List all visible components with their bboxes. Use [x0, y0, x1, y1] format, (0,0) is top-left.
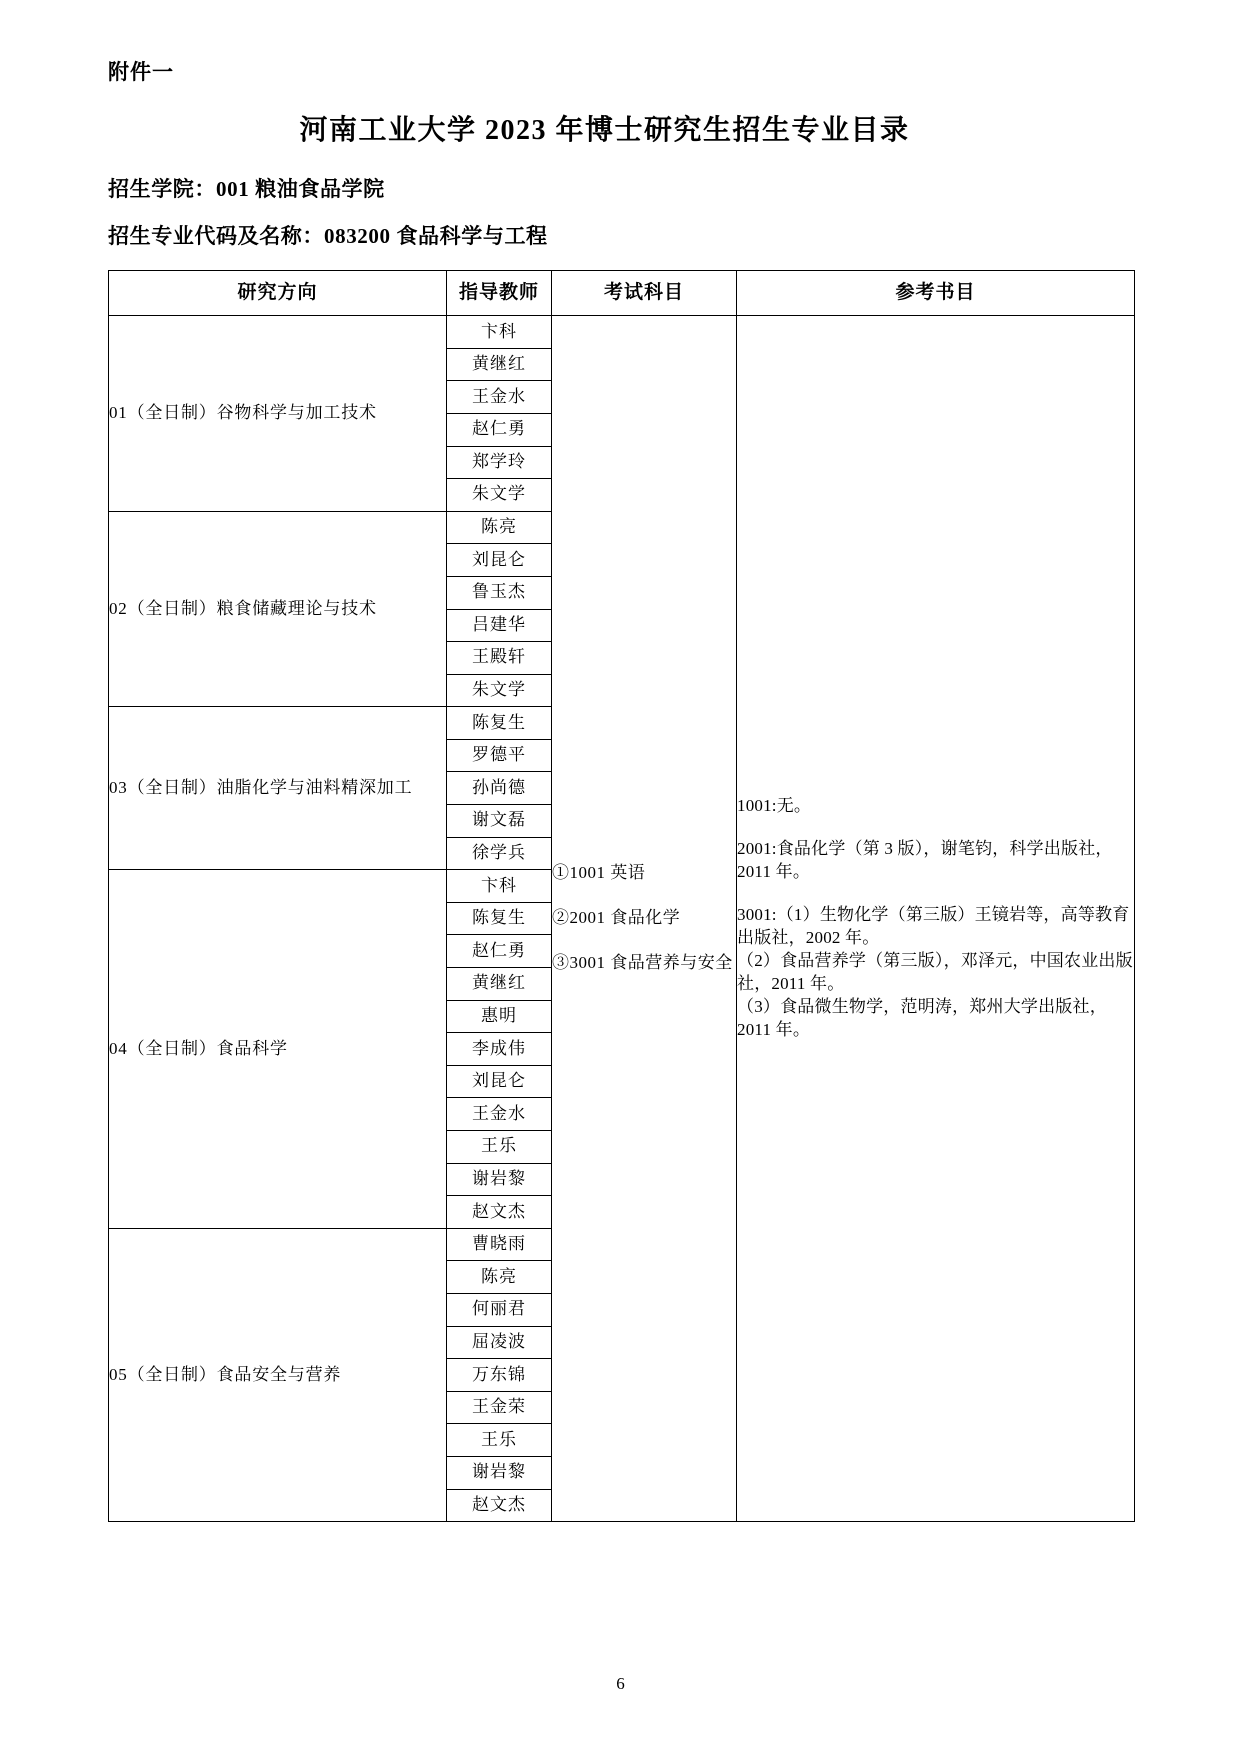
teacher-cell: 赵文杰 — [447, 1196, 552, 1229]
teacher-cell: 万东锦 — [447, 1359, 552, 1392]
major-line: 招生专业代码及名称：083200 食品科学与工程 — [108, 223, 548, 248]
reference-book-line: 1001:无。 — [737, 796, 812, 816]
teacher-cell: 黄继红 — [447, 968, 552, 1001]
teacher-cell: 刘昆仑 — [447, 1065, 552, 1098]
teacher-cell: 李成伟 — [447, 1033, 552, 1066]
reference-books-cell — [737, 316, 1135, 1522]
teacher-cell: 赵仁勇 — [447, 935, 552, 968]
teacher-cell: 曹晓雨 — [447, 1228, 552, 1261]
teacher-cell: 刘昆仑 — [447, 544, 552, 577]
reference-book-line: （3）食品微生物学，范明涛，郑州大学出版社，2011 年。 — [737, 997, 1107, 1039]
teacher-cell: 屈凌波 — [447, 1326, 552, 1359]
teacher-cell: 谢岩黎 — [447, 1163, 552, 1196]
direction-cell-04: 04（全日制）食品科学 — [109, 870, 447, 1229]
teacher-cell: 王殿轩 — [447, 642, 552, 675]
teacher-cell: 卞科 — [447, 316, 552, 349]
teacher-cell: 陈亮 — [447, 1261, 552, 1294]
direction-cell-01: 01（全日制）谷物科学与加工技术 — [109, 316, 447, 512]
teacher-cell: 王乐 — [447, 1424, 552, 1457]
reference-book-line: 2001:食品化学（第 3 版），谢笔钧，科学出版社，2011 年。 — [737, 839, 1113, 882]
column-header-subject: 考试科目 — [552, 271, 737, 316]
teacher-cell: 孙尚德 — [447, 772, 552, 805]
column-header-teacher: 指导教师 — [447, 271, 552, 316]
page-title: 河南工业大学 2023 年博士研究生招生专业目录 — [299, 115, 910, 147]
column-header-direction: 研究方向 — [109, 271, 447, 316]
column-header-books: 参考书目 — [737, 271, 1135, 316]
table-row — [109, 316, 1135, 349]
teacher-cell: 朱文学 — [447, 674, 552, 707]
teacher-cell: 赵仁勇 — [447, 413, 552, 446]
teacher-cell: 何丽君 — [447, 1293, 552, 1326]
admission-catalog-table — [108, 270, 1135, 1522]
teacher-cell: 罗德平 — [447, 739, 552, 772]
teacher-cell: 郑学玲 — [447, 446, 552, 479]
teacher-cell: 陈复生 — [447, 902, 552, 935]
teacher-cell: 黄继红 — [447, 348, 552, 381]
college-line: 招生学院：001 粮油食品学院 — [108, 176, 385, 201]
teacher-cell: 王金水 — [447, 381, 552, 414]
reference-book-line: （2）食品营养学（第三版），邓泽元，中国农业出版社，2011 年。 — [737, 951, 1133, 994]
direction-cell-05: 05（全日制）食品安全与营养 — [109, 1228, 447, 1521]
exam-subject-line: ③3001 食品营养与安全 — [552, 953, 733, 973]
teacher-cell: 王金荣 — [447, 1391, 552, 1424]
page-number: 6 — [616, 1674, 625, 1693]
teacher-cell: 徐学兵 — [447, 837, 552, 870]
teacher-cell: 陈亮 — [447, 511, 552, 544]
teacher-cell: 卞科 — [447, 870, 552, 903]
reference-book-line: 3001:（1）生物化学（第三版）王镜岩等，高等教育出版社，2002 年。 — [737, 905, 1130, 948]
teacher-cell: 谢岩黎 — [447, 1456, 552, 1489]
exam-subjects-cell — [552, 316, 737, 1522]
teacher-cell: 陈复生 — [447, 707, 552, 740]
teacher-cell: 朱文学 — [447, 479, 552, 512]
exam-subject-line: ②2001 食品化学 — [552, 908, 681, 928]
teacher-cell: 谢文磊 — [447, 805, 552, 838]
exam-subject-line: ①1001 英语 — [552, 863, 646, 883]
teacher-cell: 鲁玉杰 — [447, 576, 552, 609]
teacher-cell: 赵文杰 — [447, 1489, 552, 1522]
attachment-label: 附件一 — [108, 60, 174, 84]
direction-cell-02: 02（全日制）粮食储藏理论与技术 — [109, 511, 447, 707]
direction-cell-03: 03（全日制）油脂化学与油料精深加工 — [109, 707, 447, 870]
teacher-cell: 王金水 — [447, 1098, 552, 1131]
table-header-row — [109, 271, 1135, 316]
teacher-cell: 吕建华 — [447, 609, 552, 642]
teacher-cell: 惠明 — [447, 1000, 552, 1033]
teacher-cell: 王乐 — [447, 1131, 552, 1164]
